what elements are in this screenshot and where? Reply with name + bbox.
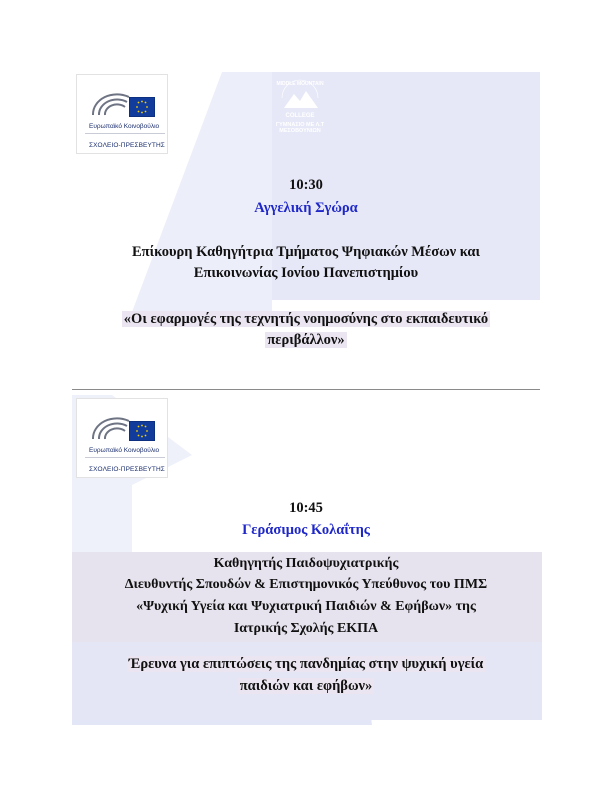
school-label: ΣΧΟΛΕΙΟ-ΠΡΕΣΒΕΥΤΗΣ	[89, 142, 165, 149]
session1-role-line2: Επικοινωνίας Ιονίου Πανεπιστημίου	[193, 265, 419, 281]
college-logo	[270, 76, 330, 134]
school-label: ΣΧΟΛΕΙΟ-ΠΡΕΣΒΕΥΤΗΣ	[89, 466, 165, 473]
session2-role-line2: Διευθυντής Σπουδών & Επιστημονικός Υπεύθυνος του ΠΜΣ	[124, 577, 488, 592]
session1-title-line1	[0, 310, 612, 328]
section-divider	[72, 389, 540, 390]
session2-title-text2: παιδιών και εφήβων»	[239, 678, 373, 694]
session2-time: 10:45	[289, 500, 323, 516]
logo-divider	[85, 133, 165, 134]
ep-school-logo-2	[76, 398, 168, 478]
session1-role-line1: Επίκουρη Καθηγήτρια Τμήματος Ψηφιακών Μέσων και	[131, 244, 480, 260]
session2-role-line1: Καθηγητής Παιδοψυχιατρικής	[213, 556, 399, 571]
session1-title-line2	[0, 331, 612, 349]
college-caption-line1: ΓΥΜΝΑΣΙΟ ΜΕ Λ.Τ	[275, 122, 325, 128]
ep-label: Ευρωπαϊκό Κοινοβούλιο	[89, 123, 160, 130]
session2-title-line2	[0, 677, 612, 695]
session2-role-line4: Ιατρικής Σχολής ΕΚΠΑ	[233, 621, 379, 636]
session2-title-line1	[0, 655, 612, 673]
session2-role-line3: «Ψυχική Υγεία και Ψυχιατρική Παιδιών & Εφήβων» της	[136, 599, 476, 614]
session1-speaker: Αγγελική Σγώρα	[254, 200, 358, 216]
college-caption	[270, 122, 330, 134]
eu-flag-icon	[129, 97, 155, 117]
college-mountain-icon	[270, 76, 330, 122]
session1-title-text2: περιβάλλον»	[267, 332, 345, 348]
session1-time: 10:30	[289, 177, 323, 193]
ep-school-logo	[76, 74, 168, 154]
eu-flag-icon	[129, 421, 155, 441]
session2-title-text1: Έρευνα για επιπτώσεις της πανδημίας στην ψυχική υγεία	[128, 656, 484, 672]
session2-speaker: Γεράσιμος Κολαΐτης	[242, 522, 370, 538]
college-arc-text: MIDDLE MOUNTAIN	[276, 81, 324, 87]
session1-title-text1: «Οι εφαρμογές της τεχνητής νοημοσύνης στο εκπαιδευτικό	[123, 311, 489, 327]
college-caption-line2: ΜΕΣΟΒΟΥΝΙΩΝ	[279, 128, 321, 134]
college-name: COLLEGE	[285, 113, 315, 119]
ep-label: Ευρωπαϊκό Κοινοβούλιο	[89, 447, 160, 454]
logo-divider	[85, 457, 165, 458]
